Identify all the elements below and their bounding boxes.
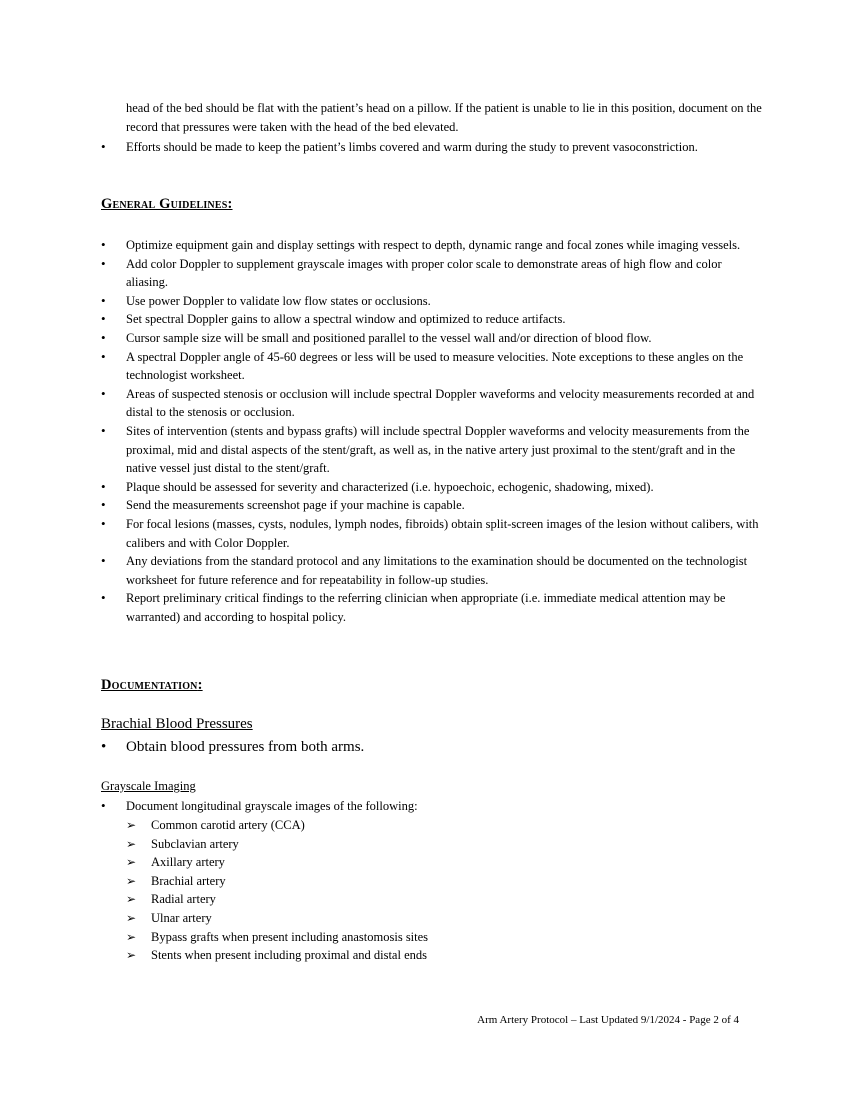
artery-list-item [126,853,428,872]
guideline-item: • A spectral Doppler angle of 45-60 degrees or less will be used to measure velocities. Note exceptions to these angles on the technologist worksheet. [101,348,766,385]
artery-list-item [126,872,428,891]
artery-list-item-text: Ulnar artery [151,910,212,925]
grayscale-imaging-list [101,797,766,816]
intro-bullet-list [101,138,766,157]
documentation-heading [101,677,203,694]
guideline-item: • Plaque should be assessed for severity and characterized (i.e. hypoechoic, echogenic, shadowing, mixed). [101,478,766,497]
intro-continuation-text: head of the bed should be flat with the patient’s head on a pillow. If the patient is unable to lie in this position, document on the record that pressures were taken with the head of the bed elevated. [126,101,762,134]
artery-list-item-text: Brachial artery [151,873,226,888]
artery-list-item-text: Radial artery [151,892,216,907]
guideline-item: • For focal lesions (masses, cysts, nodules, lymph nodes, fibroids) obtain split-screen images of the lesion without calibers, with calibers and with Color Doppler. [101,515,766,552]
artery-list-item [126,816,428,835]
general-guidelines-list [101,236,766,626]
general-guidelines-heading [101,196,233,213]
page-footer: Arm Artery Protocol – Last Updated 9/1/2024 - Page 2 of 4 [477,1014,739,1026]
artery-list-item [126,928,428,947]
artery-list-item [126,890,428,909]
grayscale-arteries-list [126,816,428,965]
artery-list-item-text: Subclavian artery [151,836,239,851]
brachial-blood-pressures-item: • Obtain blood pressures from both arms. [101,737,364,757]
arrow-bullet-icon: ➢ [126,910,137,925]
brachial-blood-pressures-heading: Brachial Blood Pressures [101,716,253,732]
guideline-item: • Report preliminary critical findings to the referring clinician when appropriate (i.e. immediate medical attention may be warranted) and according to hospital policy. [101,589,766,626]
guideline-item: • Add color Doppler to supplement grayscale images with proper color scale to demonstrate areas of high flow and color aliasing. [101,255,766,292]
heading-colon: : [197,677,203,693]
heading-colon: : [227,196,233,212]
arrow-bullet-icon: ➢ [126,873,137,888]
guideline-item: • Send the measurements screenshot page if your machine is capable. [101,496,766,515]
guideline-item: • Cursor sample size will be small and positioned parallel to the vessel wall and/or direction of blood flow. [101,329,766,348]
arrow-bullet-icon: ➢ [126,892,137,907]
artery-list-item-text: Stents when present including proximal and distal ends [151,948,427,963]
guideline-item: • Use power Doppler to validate low flow states or occlusions. [101,292,766,311]
guideline-item: • Set spectral Doppler gains to allow a spectral window and optimized to reduce artifacts. [101,310,766,329]
list-item: • Efforts should be made to keep the patient’s limbs covered and warm during the study to prevent vasoconstriction. [101,138,766,157]
artery-list-item-text: Axillary artery [151,855,225,870]
artery-list-item-text: Bypass grafts when present including anastomosis sites [151,929,429,944]
guideline-item: • Areas of suspected stenosis or occlusion will include spectral Doppler waveforms and velocity measurements recorded at and distal to the stenosis or occlusion. [101,385,766,422]
artery-list-item-text: Common carotid artery (CCA) [151,818,305,832]
arrow-bullet-icon: ➢ [126,836,137,851]
documentation-heading-text: Documentation [101,677,198,693]
guideline-item: • Optimize equipment gain and display settings with respect to depth, dynamic range and focal zones while imaging vessels. [101,236,766,255]
arrow-bullet-icon: ➢ [126,929,137,944]
artery-list-item [126,909,428,928]
arrow-bullet-icon: ➢ [126,818,137,832]
arrow-bullet-icon: ➢ [126,948,137,963]
artery-list-item [126,835,428,854]
guideline-item: • Sites of intervention (stents and bypass grafts) will include spectral Doppler waveforms and velocity measurements from the proximal, mid and distal aspects of the stent/graft, as well as, in the native artery just proximal to the stent/graft and in the native vessel just distal to the stent/graft. [101,422,766,478]
list-item: • Document longitudinal grayscale images of the following: [101,797,766,816]
grayscale-imaging-heading: Grayscale Imaging [101,779,196,793]
general-guidelines-heading-text: General Guidelines [101,196,228,212]
guideline-item: • Any deviations from the standard protocol and any limitations to the examination should be documented on the technologist worksheet for future reference and for repeatability in follow-up studies. [101,552,766,589]
arrow-bullet-icon: ➢ [126,855,137,870]
artery-list-item [126,946,428,965]
